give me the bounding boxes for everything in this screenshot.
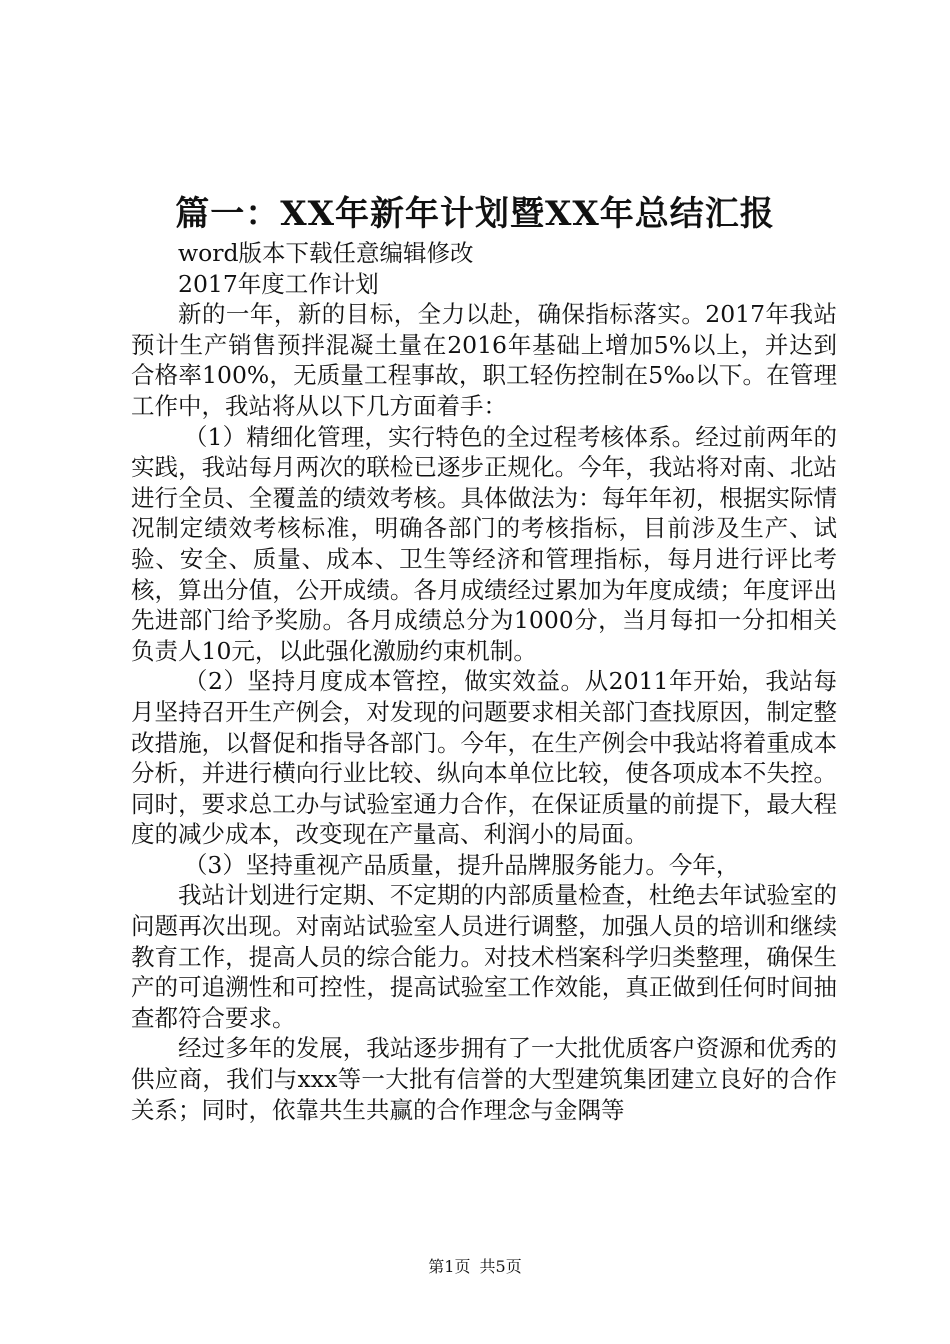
paragraph-download-note: word版本下载任意编辑修改: [178, 239, 474, 267]
paragraph-item-2: （2）坚持月度成本管控，做实效益。从2011年开始，我站每月坚持召开生产例会，对发现的问题要求相关部门查找原因，制定整改措施，以督促和指导各部门。今年，在生产例会中我站将着重成本分析，并进行横向行业比较、纵向本单位比较，使各项成本不失控。同时，要求总工办与试验室通力合作，在保证质量的前提下，最大程度的减少成本，改变现在产量高、利润小的局面。: [131, 667, 837, 849]
paragraph-intro: 新的一年，新的目标，全力以赴，确保指标落实。2017年我站预计生产销售预拌混凝土量在2016年基础上增加5%以上，并达到合格率100%，无质量工程事故，职工轻伤控制在5‰以下。在管理工作中，我站将从以下几方面着手：: [131, 300, 837, 420]
paragraph-item-1: （1）精细化管理，实行特色的全过程考核体系。经过前两年的实践，我站每月两次的联检已逐步正规化。今年，我站将对南、北站进行全员、全覆盖的绩效考核。具体做法为：每年年初，根据实际情况制定绩效考核标准，明确各部门的考核指标，目前涉及生产、试验、安全、质量、成本、卫生等经济和管理指标，每月进行评比考核，算出分值，公开成绩。各月成绩经过累加为年度成绩；年度评出先进部门给予奖励。各月成绩总分为1000分，当月每扣一分扣相关负责人10元，以此强化激励约束机制。: [131, 422, 837, 665]
paragraph-quality-check: 我站计划进行定期、不定期的内部质量检查，杜绝去年试验室的问题再次出现。对南站试验室人员进行调整，加强人员的培训和继续教育工作，提高人员的综合能力。对技术档案科学归类整理，确保生产的可追溯性和可控性，提高试验室工作效能，真正做到任何时间抽查都符合要求。: [131, 881, 837, 1032]
page-total: 共5页: [479, 1257, 522, 1276]
paragraph-plan-heading: 2017年度工作计划: [178, 269, 379, 298]
document-body: [131, 238, 837, 1125]
page-footer: [0, 1254, 950, 1277]
document-title: 篇一：XX年新年计划暨XX年总结汇报: [175, 194, 775, 234]
paragraph-item-3: （3）坚持重视产品质量，提升品牌服务能力。今年，: [183, 850, 740, 879]
paragraph-development: 经过多年的发展，我站逐步拥有了一大批优质客户资源和优秀的供应商，我们与xxx等一大批有信誉的大型建筑集团建立良好的合作关系；同时，依靠共生共赢的合作理念与金隅等: [131, 1034, 837, 1124]
page-number: 第1页: [428, 1257, 471, 1276]
